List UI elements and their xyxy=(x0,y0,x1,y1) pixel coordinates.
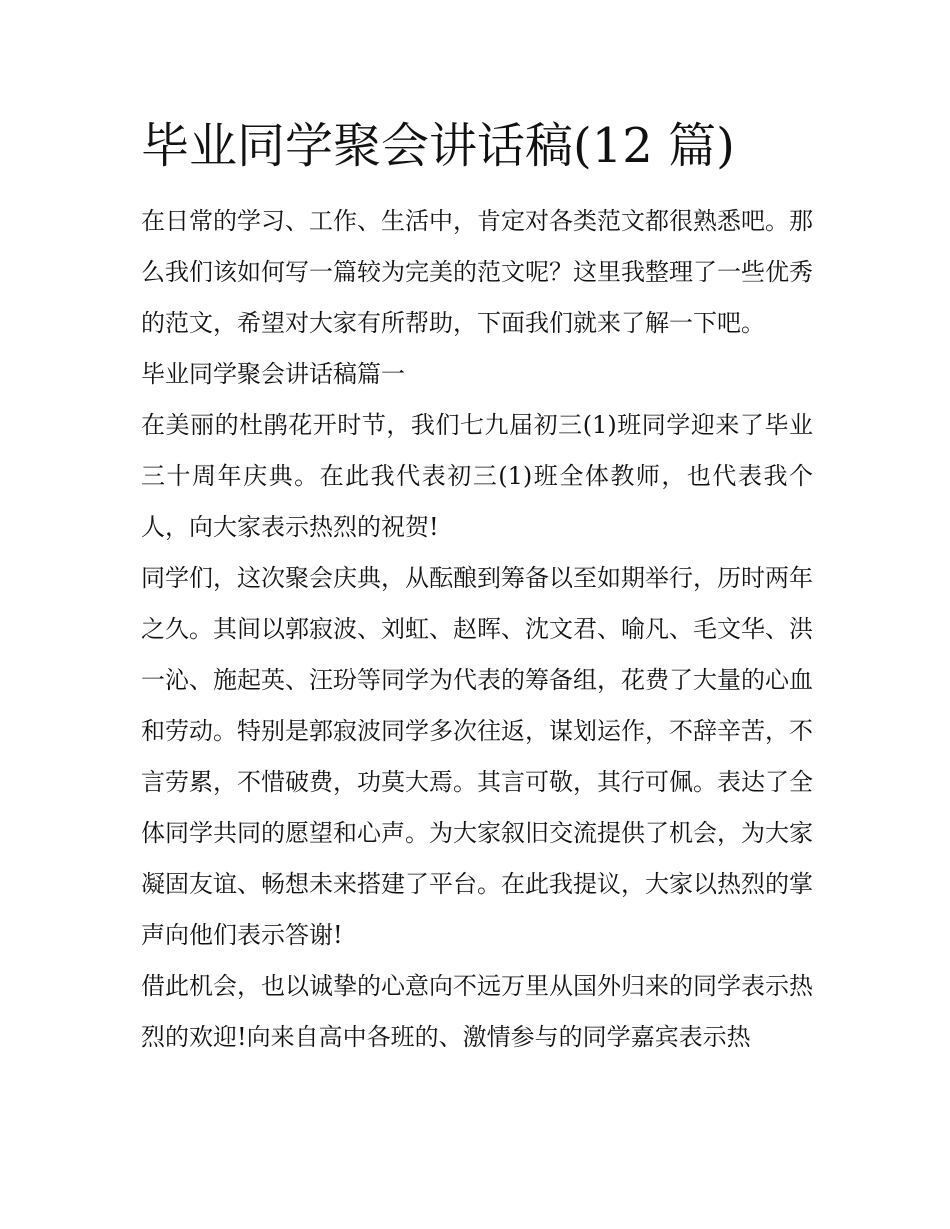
intro-paragraph: 在日常的学习、工作、生活中，肯定对各类范文都很熟悉吧。那么我们该如何写一篇较为完美的范文呢？这里我整理了一些优秀的范文，希望对大家有所帮助，下面我们就来了解一下吧。 xyxy=(141,207,813,337)
section-heading: 毕业同学聚会讲话稿篇一 xyxy=(141,360,405,388)
document-title: 毕业同学聚会讲话稿(12 篇) xyxy=(141,118,735,174)
document-body xyxy=(141,196,813,1063)
body-paragraph: 借此机会，也以诚挚的心意向不远万里从国外归来的同学表示热烈的欢迎!向来自高中各班的、激情参与的同学嘉宾表示热 xyxy=(141,972,813,1051)
body-paragraph: 同学们，这次聚会庆典，从酝酿到筹备以至如期举行，历时两年之久。其间以郭寂波、刘虹、赵晖、沈文君、喻凡、毛文华、洪一沁、施起英、汪玢等同学为代表的筹备组，花费了大量的心血和劳动。特别是郭寂波同学多次往返，谋划运作，不辞辛苦，不言劳累，不惜破费，功莫大焉。其言可敬，其行可佩。表达了全体同学共同的愿望和心声。为大家叙旧交流提供了机会，为大家凝固友谊、畅想未来搭建了平台。在此我提议，大家以热烈的掌声向他们表示答谢! xyxy=(141,564,813,949)
document-page xyxy=(141,0,813,1229)
body-paragraph: 在美丽的杜鹃花开时节，我们七九届初三(1)班同学迎来了毕业三十周年庆典。在此我代表初三(1)班全体教师，也代表我个人，向大家表示热烈的祝贺! xyxy=(141,411,813,541)
